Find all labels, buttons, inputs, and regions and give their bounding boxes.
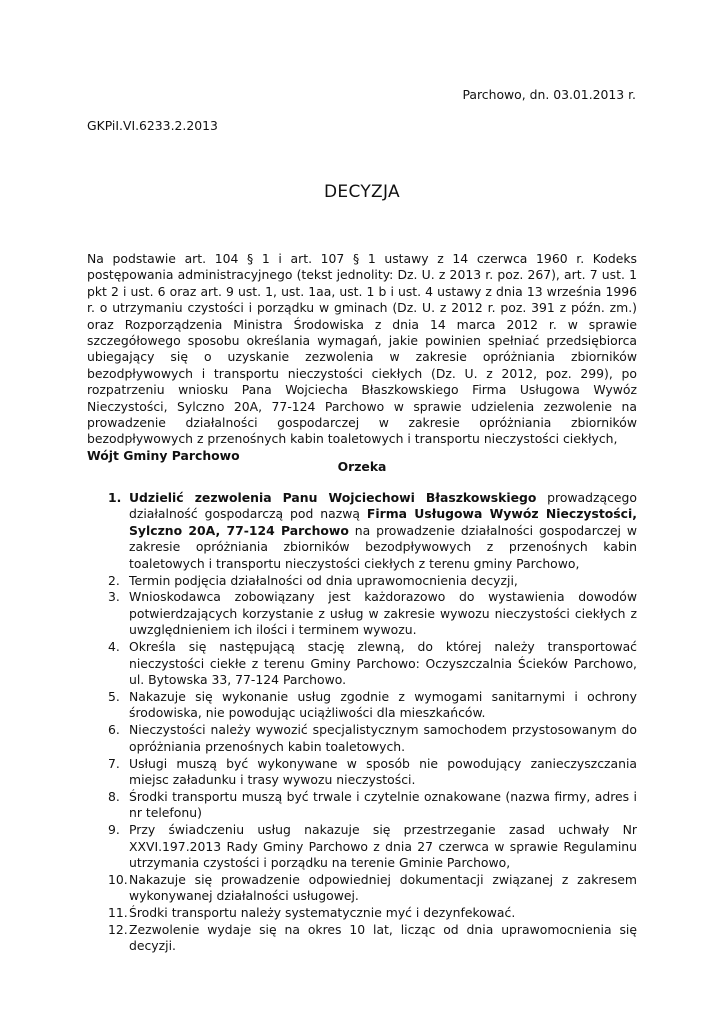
item-text: Zezwolenie wydaje się na okres 10 lat, licząc od dnia uprawomocnienia się decyzji. (129, 922, 637, 954)
item-number: 3. (108, 589, 120, 605)
list-item (87, 589, 637, 638)
list-item (87, 639, 637, 688)
item-text: Środki transportu muszą być trwale i czytelnie oznakowane (nazwa firmy, adres i nr telefonu) (129, 788, 637, 821)
item-text: Przy świadczeniu usług nakazuje się przestrzeganie zasad uchwały Nr XXVI.197.2013 Rady Gminy Parchowo z dnia 27 czerwca w sprawie Regulaminu utrzymania czystości i porządku na terenie Gminie Parchowo, (129, 822, 637, 870)
item-text: prowadzącego działalność gospodarczą pod nazwą (129, 490, 637, 522)
item-text: Środki transportu należy systematycznie myć i dezynfekować. (129, 905, 516, 921)
ruling-items-list (87, 490, 637, 955)
ruling-heading: Orzeka (337, 459, 387, 474)
item-number: 11. (108, 905, 128, 921)
item-text: Nakazuje się wykonanie usług zgodnie z wymogami sanitarnymi i ochrony środowiska, nie powodując uciążliwości dla mieszkańców. (129, 688, 637, 721)
item-text: Nakazuje się prowadzenie odpowiedniej dokumentacji związanej z zakresem wykonywanej działalności usługowej. (129, 871, 637, 904)
item-number: 9. (108, 822, 120, 838)
item-number: 12. (108, 922, 128, 938)
document-title: DECYZJA (324, 182, 400, 202)
company-name-address: Firma Usługowa Wywóz Nieczystości, Sylczno 20A, 77-124 Parchowo (129, 506, 637, 538)
item-number: 8. (108, 788, 120, 804)
list-item (87, 822, 637, 871)
legal-basis-paragraph (87, 251, 637, 464)
list-item (87, 789, 637, 822)
list-item (87, 490, 637, 572)
list-item (87, 573, 637, 589)
item-number: 4. (108, 639, 120, 655)
issuing-authority: Wójt Gminy Parchowo (87, 447, 240, 463)
item-bold-lead: Udzielić zezwolenia Panu Wojciechowi Błaszkowskiego (129, 490, 537, 505)
item-text: Usługi muszą być wykonywane w sposób nie powodujący zanieczyszczania miejsc załadunku i trasy wywozu nieczystości. (129, 755, 637, 787)
list-item (87, 872, 637, 905)
item-text: Nieczystości należy wywozić specjalistycznym samochodem przystosowanym do opróżniania przenośnych kabin toaletowych. (129, 722, 637, 754)
item-number: 6. (108, 722, 120, 738)
item-number: 2. (108, 572, 120, 588)
item-number: 1. (108, 490, 122, 505)
document-date: Parchowo, dn. 03.01.2013 r. (462, 87, 636, 102)
list-item (87, 905, 637, 921)
legal-basis-text: Na podstawie art. 104 § 1 i art. 107 § 1 ustawy z 14 czerwca 1960 r. Kodeks postępowania administracyjnego (tekst jednolity: Dz. U. z 2013 r. poz. 267), art. 7 ust. 1 pkt 2 i ust. 6 oraz art. 9 ust. 1, ust. 1aa, ust. 1 b i ust. 4 ustawy z dnia 13 września 1996 r. o utrzymaniu czystości i porządku w gminach (Dz. U. z 2012 r. poz. 391 z późn. zm.) oraz Rozporządzenia Ministra Środowiska z dnia 14 marca 2012 r. w sprawie szczegółowego sposobu określania wymagań, jakie powinien spełniać przedsiębiorca ubiegający się o uzyskanie zezwolenia w zakresie opróżniania zbiorników bezodpływowych i transportu nieczystości ciekłych (Dz. U. z 2012, poz. 299), po rozpatrzeniu wniosku Pana Wojciecha Błaszkowskiego Firma Usługowa Wywóz Nieczystości, Sylczno 20A, 77-124 Parchowo w sprawie udzielenia zezwolenie na prowadzenie działalności gospodarczej w zakresie opróżniania zbiorników bezodpływowych z przenośnych kabin toaletowych i transportu nieczystości ciekłych, (87, 251, 637, 447)
list-item (87, 922, 637, 955)
item-text: Określa się następującą stację zlewną, do której należy transportować nieczystości ciekłe z terenu Gminy Parchowo: Oczyszczalnia Ścieków Parchowo, ul. Bytowska 33, 77-124 Parchowo. (129, 639, 637, 687)
item-number: 5. (108, 688, 120, 704)
item-text: Wnioskodawca zobowiązany jest każdorazowo do wystawienia dowodów potwierdzających korzystanie z usług w zakresie wywozu nieczystości ciekłych z uwzględnieniem ich ilości i terminem wywozu. (129, 589, 637, 638)
list-item (87, 689, 637, 722)
item-text: Termin podjęcia działalności od dnia uprawomocnienia decyzji, (129, 572, 518, 588)
case-reference-number: GKPiI.VI.6233.2.2013 (87, 118, 218, 133)
list-item (87, 756, 637, 789)
item-number: 10. (108, 871, 128, 887)
item-text: na prowadzenie działalności gospodarczej w zakresie opróżniania zbiorników bezodpływowych z przenośnych kabin toaletowych i transportu nieczystości ciekłych z terenu gminy Parchowo, (129, 522, 637, 571)
item-number: 7. (108, 755, 120, 771)
list-item (87, 722, 637, 755)
